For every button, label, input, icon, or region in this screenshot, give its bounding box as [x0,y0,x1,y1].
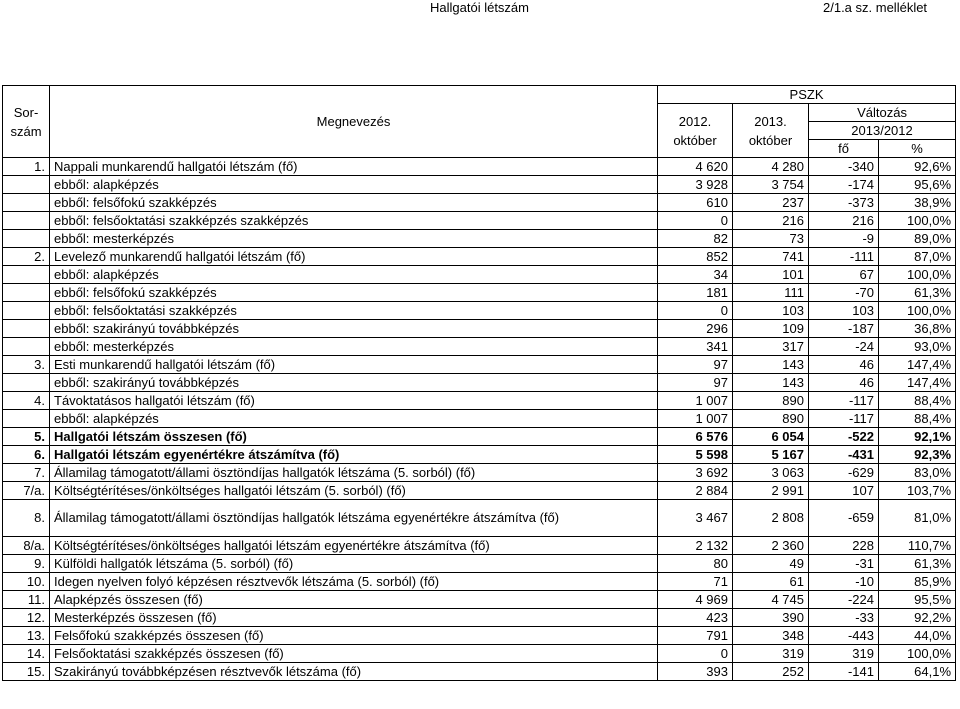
row-name: ebből: mesterképzés [50,230,658,248]
change-pct: 95,6% [879,176,956,194]
table-row [3,555,956,573]
table-row [3,627,956,645]
row-number: 8/a. [3,537,50,555]
row-number [3,194,50,212]
row-number [3,176,50,194]
table-row [3,464,956,482]
value-2013: 348 [733,627,809,645]
row-name: ebből: alapképzés [50,176,658,194]
value-2012: 610 [658,194,733,212]
value-2012: 5 598 [658,446,733,464]
row-name: Hallgatói létszám egyenértékre átszámítva (fő) [50,446,658,464]
change-pct: 110,7% [879,537,956,555]
table-row [3,320,956,338]
value-2013: 741 [733,248,809,266]
value-2013: 4 745 [733,591,809,609]
row-number: 14. [3,645,50,663]
row-name: Felsőoktatási szakképzés összesen (fő) [50,645,658,663]
value-2012: 791 [658,627,733,645]
change-pct: 61,3% [879,284,956,302]
change-pct: 103,7% [879,482,956,500]
header-2013: 2013. október [733,104,809,158]
header-sorszam: Sor- szám [3,86,50,158]
change-fo: 103 [809,302,879,320]
change-fo: -117 [809,392,879,410]
row-name: Mesterképzés összesen (fő) [50,609,658,627]
change-fo: -373 [809,194,879,212]
value-2013: 890 [733,392,809,410]
value-2012: 423 [658,609,733,627]
change-fo: -117 [809,410,879,428]
row-name: Külföldi hallgatók létszáma (5. sorból) (fő) [50,555,658,573]
row-name: Költségtérítéses/önköltséges hallgatói létszám egyenértékre átszámítva (fő) [50,537,658,555]
row-name: Költségtérítéses/önköltséges hallgatói létszám (5. sorból) (fő) [50,482,658,500]
row-number: 7. [3,464,50,482]
change-pct: 92,1% [879,428,956,446]
value-2013: 890 [733,410,809,428]
row-name: Alapképzés összesen (fő) [50,591,658,609]
table-row [3,284,956,302]
row-name: Szakirányú továbbképzésen résztvevők létszáma (fő) [50,663,658,681]
value-2012: 1 007 [658,392,733,410]
change-pct: 92,3% [879,446,956,464]
table-row [3,537,956,555]
table-row [3,573,956,591]
value-2013: 143 [733,374,809,392]
change-pct: 100,0% [879,302,956,320]
row-number: 10. [3,573,50,591]
value-2013: 101 [733,266,809,284]
row-number [3,320,50,338]
change-pct: 61,3% [879,555,956,573]
row-number [3,374,50,392]
row-name: Államilag támogatott/állami ösztöndíjas hallgatók létszáma (5. sorból) (fő) [50,464,658,482]
value-2013: 319 [733,645,809,663]
value-2013: 3 754 [733,176,809,194]
value-2012: 0 [658,302,733,320]
value-2013: 317 [733,338,809,356]
change-pct: 100,0% [879,645,956,663]
header-fo: fő [809,140,879,158]
change-pct: 100,0% [879,212,956,230]
row-name: ebből: alapképzés [50,266,658,284]
value-2012: 393 [658,663,733,681]
change-pct: 64,1% [879,663,956,681]
table-row [3,374,956,392]
change-fo: -9 [809,230,879,248]
annex-label: 2/1.a sz. melléklet [823,0,928,15]
header-period: 2013/2012 [809,122,956,140]
row-name: Felsőfokú szakképzés összesen (fő) [50,627,658,645]
change-pct: 92,2% [879,609,956,627]
value-2012: 34 [658,266,733,284]
value-2013: 237 [733,194,809,212]
change-fo: 216 [809,212,879,230]
table-row [3,663,956,681]
row-number: 4. [3,392,50,410]
value-2013: 6 054 [733,428,809,446]
change-pct: 83,0% [879,464,956,482]
change-pct: 44,0% [879,627,956,645]
change-fo: -340 [809,158,879,176]
table-row [3,446,956,464]
header-megnevezes: Megnevezés [50,86,658,158]
change-fo: -431 [809,446,879,464]
value-2013: 5 167 [733,446,809,464]
row-name: Hallgatói létszám összesen (fő) [50,428,658,446]
table-row [3,410,956,428]
change-fo: -10 [809,573,879,591]
row-number [3,410,50,428]
row-number [3,284,50,302]
value-2012: 3 692 [658,464,733,482]
row-number: 8. [3,500,50,537]
student-count-table [2,85,956,681]
table-row [3,212,956,230]
change-pct: 92,6% [879,158,956,176]
row-number [3,230,50,248]
value-2013: 109 [733,320,809,338]
row-name: ebből: felsőoktatási szakképzés szakképzés [50,212,658,230]
row-name: ebből: felsőoktatási szakképzés [50,302,658,320]
row-name: ebből: szakirányú továbbképzés [50,320,658,338]
value-2013: 2 808 [733,500,809,537]
table-row [3,428,956,446]
value-2012: 80 [658,555,733,573]
value-2012: 4 969 [658,591,733,609]
table-row [3,500,956,537]
value-2012: 4 620 [658,158,733,176]
value-2013: 216 [733,212,809,230]
page-title: Hallgatói létszám [430,0,529,15]
value-2013: 390 [733,609,809,627]
value-2012: 82 [658,230,733,248]
value-2013: 2 991 [733,482,809,500]
row-number: 15. [3,663,50,681]
value-2012: 2 132 [658,537,733,555]
row-name: ebből: mesterképzés [50,338,658,356]
change-fo: -187 [809,320,879,338]
row-number [3,266,50,284]
row-name: Nappali munkarendű hallgatói létszám (fő) [50,158,658,176]
value-2012: 2 884 [658,482,733,500]
change-pct: 89,0% [879,230,956,248]
value-2013: 49 [733,555,809,573]
row-name: ebből: felsőfokú szakképzés [50,284,658,302]
change-fo: 228 [809,537,879,555]
row-number: 11. [3,591,50,609]
row-name: ebből: szakirányú továbbképzés [50,374,658,392]
header-pszk: PSZK [658,86,956,104]
table-row [3,302,956,320]
change-fo: -70 [809,284,879,302]
row-name: ebből: alapképzés [50,410,658,428]
change-fo: 46 [809,374,879,392]
change-fo: -141 [809,663,879,681]
value-2013: 2 360 [733,537,809,555]
table-row [3,591,956,609]
row-number: 2. [3,248,50,266]
table-row [3,230,956,248]
row-number: 12. [3,609,50,627]
change-pct: 93,0% [879,338,956,356]
change-fo: -24 [809,338,879,356]
row-number: 1. [3,158,50,176]
value-2012: 1 007 [658,410,733,428]
change-fo: -443 [809,627,879,645]
header-valtozas: Változás [809,104,956,122]
table-row [3,266,956,284]
table-body [3,158,956,681]
table-row [3,645,956,663]
row-number [3,302,50,320]
value-2012: 296 [658,320,733,338]
value-2012: 181 [658,284,733,302]
change-pct: 88,4% [879,392,956,410]
table-row [3,176,956,194]
change-pct: 88,4% [879,410,956,428]
value-2013: 61 [733,573,809,591]
change-pct: 87,0% [879,248,956,266]
row-name: Államilag támogatott/állami ösztöndíjas hallgatók létszáma egyenértékre átszámítva (fő) [50,500,658,537]
row-number: 7/a. [3,482,50,500]
change-fo: -629 [809,464,879,482]
row-number: 13. [3,627,50,645]
change-fo: 319 [809,645,879,663]
value-2013: 4 280 [733,158,809,176]
change-pct: 147,4% [879,356,956,374]
change-fo: -659 [809,500,879,537]
change-pct: 36,8% [879,320,956,338]
value-2012: 341 [658,338,733,356]
table-row [3,609,956,627]
header-2012: 2012. október [658,104,733,158]
page-header [0,0,960,18]
value-2012: 0 [658,212,733,230]
value-2012: 3 928 [658,176,733,194]
change-fo: -31 [809,555,879,573]
header-pct: % [879,140,956,158]
change-fo: 46 [809,356,879,374]
value-2012: 6 576 [658,428,733,446]
value-2012: 97 [658,356,733,374]
row-number: 5. [3,428,50,446]
value-2013: 3 063 [733,464,809,482]
change-pct: 95,5% [879,591,956,609]
table-row [3,194,956,212]
value-2013: 73 [733,230,809,248]
row-name: ebből: felsőfokú szakképzés [50,194,658,212]
table-row [3,482,956,500]
value-2013: 252 [733,663,809,681]
row-name: Távoktatásos hallgatói létszám (fő) [50,392,658,410]
change-fo: -33 [809,609,879,627]
change-pct: 38,9% [879,194,956,212]
change-fo: -224 [809,591,879,609]
table-row [3,338,956,356]
row-name: Idegen nyelven folyó képzésen résztvevők létszáma (5. sorból) (fő) [50,573,658,591]
table-row [3,158,956,176]
change-fo: -522 [809,428,879,446]
row-number: 9. [3,555,50,573]
row-name: Esti munkarendű hallgatói létszám (fő) [50,356,658,374]
row-name: Levelező munkarendű hallgatói létszám (fő) [50,248,658,266]
row-number [3,212,50,230]
change-fo: 67 [809,266,879,284]
value-2012: 71 [658,573,733,591]
table-row [3,356,956,374]
row-number [3,338,50,356]
value-2013: 143 [733,356,809,374]
value-2012: 97 [658,374,733,392]
value-2012: 852 [658,248,733,266]
value-2013: 103 [733,302,809,320]
value-2012: 0 [658,645,733,663]
change-pct: 147,4% [879,374,956,392]
change-fo: -174 [809,176,879,194]
change-pct: 100,0% [879,266,956,284]
change-fo: 107 [809,482,879,500]
value-2013: 111 [733,284,809,302]
change-pct: 81,0% [879,500,956,537]
value-2012: 3 467 [658,500,733,537]
table-row [3,392,956,410]
change-pct: 85,9% [879,573,956,591]
row-number: 3. [3,356,50,374]
table-row [3,248,956,266]
change-fo: -111 [809,248,879,266]
row-number: 6. [3,446,50,464]
